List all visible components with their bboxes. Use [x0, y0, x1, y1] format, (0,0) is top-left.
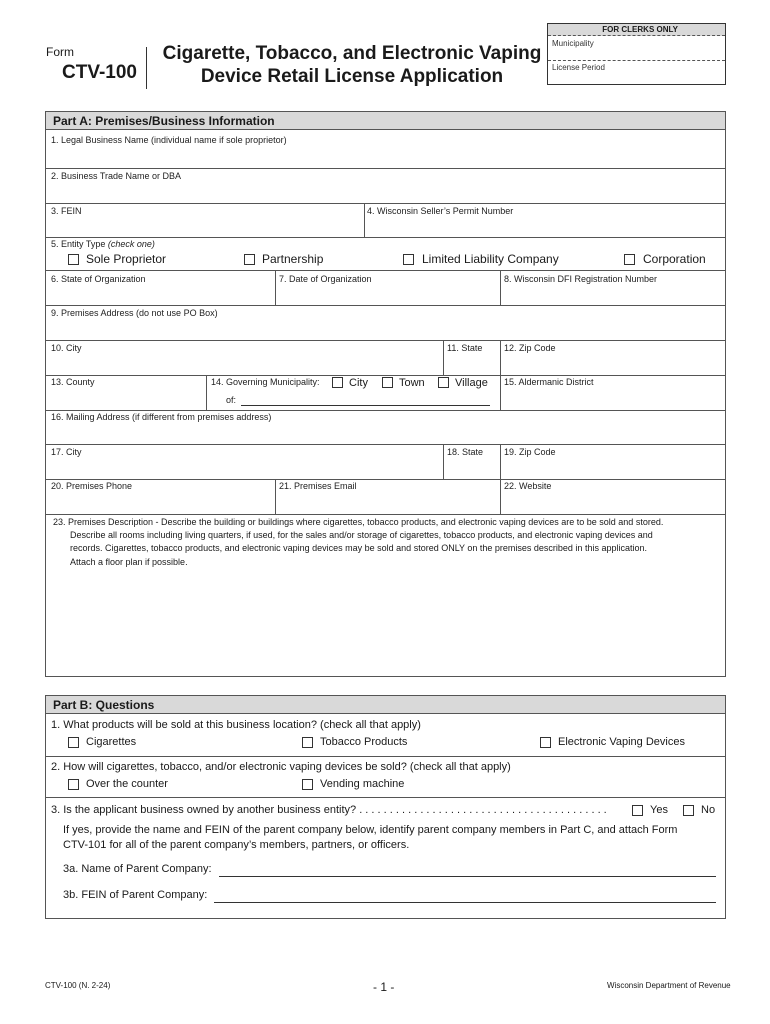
col-divider: [500, 340, 501, 375]
field-21-label: 21. Premises Email: [279, 481, 357, 491]
entity-llc-label: Limited Liability Company: [422, 252, 559, 266]
col-divider: [500, 375, 501, 410]
col-divider: [206, 375, 207, 410]
row-divider: [46, 270, 725, 271]
header-divider: [146, 47, 147, 89]
row-divider: [46, 797, 725, 798]
col-divider: [500, 270, 501, 305]
sale-vending-label: Vending machine: [320, 778, 405, 790]
entity-sole-proprietor-label: Sole Proprietor: [86, 252, 167, 266]
row-divider: [46, 375, 725, 376]
field-19-label: 19. Zip Code: [504, 447, 556, 457]
entity-partnership-checkbox[interactable]: [244, 254, 255, 265]
field-23-description: [53, 516, 725, 569]
form-label: Form: [46, 45, 74, 59]
field-6-label: 6. State of Organization: [51, 274, 146, 284]
municipality-name-line[interactable]: [241, 405, 490, 406]
row-divider: [46, 410, 725, 411]
product-cigarettes-label: Cigarettes: [86, 736, 137, 748]
col-divider: [275, 270, 276, 305]
field-11-label: 11. State: [447, 343, 483, 353]
field-23-line: records. Cigarettes, tobacco products, and electronic vaping devices may be sold and stored ONLY on the premises described in this application.: [70, 543, 647, 554]
parent-no-label: No: [701, 804, 716, 816]
row-divider: [46, 203, 725, 204]
field-13-label: 13. County: [51, 377, 95, 387]
field-7-label: 7. Date of Organization: [279, 274, 372, 284]
row-divider: [46, 340, 725, 341]
field-15-label: 15. Aldermanic District: [504, 377, 594, 387]
col-divider: [500, 444, 501, 479]
question-3-note-line-2: CTV-101 for all of the parent company’s members, partners, or officers.: [63, 839, 410, 851]
part-a-heading: Part A: Premises/Business Information: [46, 112, 725, 130]
row-divider: [46, 444, 725, 445]
parent-name-label: 3a. Name of Parent Company:: [63, 863, 212, 875]
field-10-label: 10. City: [51, 343, 82, 353]
col-divider: [443, 340, 444, 375]
part-a-section: [45, 111, 726, 677]
entity-sole-proprietor-checkbox[interactable]: [68, 254, 79, 265]
clerks-only-heading: FOR CLERKS ONLY: [548, 24, 725, 36]
parent-yes-label: Yes: [650, 804, 668, 816]
col-divider: [500, 479, 501, 514]
question-2-label: 2. How will cigarettes, tobacco, and/or electronic vaping devices be sold? (check all that apply): [51, 761, 511, 773]
clerk-divider: [548, 60, 725, 61]
municipality-town-label: Town: [399, 377, 425, 389]
parent-name-line[interactable]: [219, 876, 716, 877]
product-cigarettes-checkbox[interactable]: [68, 737, 79, 748]
col-divider: [364, 203, 365, 237]
field-5-note: (check one): [107, 239, 155, 249]
part-b-section: [45, 695, 726, 919]
clerk-license-period-label: License Period: [552, 63, 605, 72]
col-divider: [443, 444, 444, 479]
field-23-line: Describe all rooms including living quarters, if used, for the sales and/or storage of cigarettes, tobacco products, and electronic vaping devices and: [70, 530, 653, 541]
question-3-note-line-1: If yes, provide the name and FEIN of the parent company below, identify parent company members in Part C, and attach Form: [63, 824, 678, 836]
municipality-village-checkbox[interactable]: [438, 377, 449, 388]
entity-partnership-label: Partnership: [262, 252, 324, 266]
parent-no-checkbox[interactable]: [683, 805, 694, 816]
entity-llc-checkbox[interactable]: [403, 254, 414, 265]
field-4-label: 4. Wisconsin Seller’s Permit Number: [367, 206, 514, 216]
field-18-label: 18. State: [447, 447, 484, 457]
row-divider: [46, 514, 725, 515]
product-vaping-checkbox[interactable]: [540, 737, 551, 748]
row-divider: [46, 168, 725, 169]
question-3-label: 3. Is the applicant business owned by another business entity? . . . . . . . . . . . . . . . . . . . . . . . . . . . . . . . . . . . . . . . . .: [51, 804, 607, 816]
field-16-label: 16. Mailing Address (if different from premises address): [51, 412, 272, 422]
col-divider: [275, 479, 276, 514]
row-divider: [46, 305, 725, 306]
field-9-label: 9. Premises Address (do not use PO Box): [51, 308, 218, 318]
field-17-label: 17. City: [51, 447, 82, 457]
form-title-line-2: Device Retail License Application: [200, 66, 504, 87]
field-3-label: 3. FEIN: [51, 206, 82, 216]
entity-corporation-checkbox[interactable]: [624, 254, 635, 265]
municipality-town-checkbox[interactable]: [382, 377, 393, 388]
parent-fein-label: 3b. FEIN of Parent Company:: [63, 889, 208, 901]
field-8-label: 8. Wisconsin DFI Registration Number: [504, 274, 658, 284]
row-divider: [46, 479, 725, 480]
product-vaping-label: Electronic Vaping Devices: [558, 736, 685, 748]
product-tobacco-checkbox[interactable]: [302, 737, 313, 748]
sale-over-counter-checkbox[interactable]: [68, 779, 79, 790]
row-divider: [46, 756, 725, 757]
municipality-city-label: City: [349, 377, 368, 389]
field-12-label: 12. Zip Code: [504, 343, 556, 353]
municipality-village-label: Village: [455, 377, 488, 389]
field-20-label: 20. Premises Phone: [51, 481, 133, 491]
product-tobacco-label: Tobacco Products: [320, 736, 408, 748]
field-22-label: 22. Website: [504, 481, 552, 491]
field-1-label: 1. Legal Business Name (individual name if sole proprietor): [51, 135, 287, 145]
parent-yes-checkbox[interactable]: [632, 805, 643, 816]
form-title-line-1: Cigarette, Tobacco, and Electronic Vaping: [162, 43, 542, 64]
footer-page-number: - 1 -: [373, 980, 395, 994]
question-1-label: 1. What products will be sold at this business location? (check all that apply): [51, 719, 421, 731]
field-23-line: Attach a floor plan if possible.: [70, 556, 188, 567]
municipality-city-checkbox[interactable]: [332, 377, 343, 388]
form-title: [152, 42, 552, 88]
form-number: CTV-100: [62, 62, 137, 83]
field-23-line: 23. Premises Description - Describe the building or buildings where cigarettes, tobacco products, and electronic vaping devices are to be sold and stored.: [53, 517, 664, 527]
sale-vending-checkbox[interactable]: [302, 779, 313, 790]
clerk-municipality-label: Municipality: [552, 39, 594, 48]
field-14-of-label: of:: [226, 395, 237, 405]
footer-form-id: CTV-100 (N. 2-24): [45, 981, 111, 990]
field-5-label: [51, 239, 155, 249]
footer-department: Wisconsin Department of Revenue: [607, 981, 731, 990]
sale-over-counter-label: Over the counter: [86, 778, 168, 790]
field-14-label: 14. Governing Municipality:: [211, 377, 320, 387]
field-2-label: 2. Business Trade Name or DBA: [51, 171, 182, 181]
field-5-text: 5. Entity Type: [51, 239, 108, 249]
entity-corporation-label: Corporation: [643, 252, 706, 266]
clerks-only-box: [547, 23, 726, 85]
parent-fein-line[interactable]: [214, 902, 716, 903]
part-b-heading: Part B: Questions: [46, 696, 725, 714]
row-divider: [46, 237, 725, 238]
